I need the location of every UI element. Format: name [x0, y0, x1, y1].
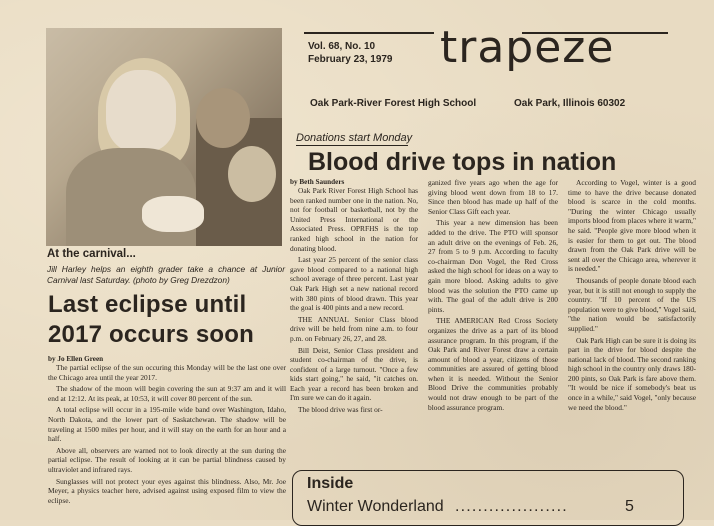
school-city: Oak Park, Illinois 60302 [514, 98, 626, 109]
blood-kicker: Donations start Monday [296, 132, 413, 144]
eclipse-paragraph: Above all, observers are warned not to look directly at the sun during the partial eclipse. The result of looking at it can be partial blindness caused by ultraviolet and infrared rays. [48, 445, 286, 474]
eclipse-paragraph: The shadow of the moon will begin covering the sun at 9:37 am and it will end at 12:12. At its peak, at 10:53, it will cover 80 percent of the sun. [48, 384, 286, 403]
masthead-rule [304, 32, 434, 34]
school-name: Oak Park-River Forest High School [310, 98, 477, 109]
photo-child-head-2 [228, 146, 276, 202]
carnival-photo [46, 28, 282, 246]
photo-face [106, 70, 176, 152]
inside-leader-dots: .................... [455, 498, 568, 515]
inside-page-number: 5 [625, 498, 634, 515]
blood-paragraph: Last year 25 percent of the senior class gave blood compared to a national high school average of three percent. Last year Oak Park High set a new national record with 380 pints of blood drawn. This year the goal is 400 pints and a new record. [290, 255, 418, 313]
blood-paragraph: ganized five years ago when the age for giving blood went down from 18 to 17. Since then blood has made up half of the Senior Class Gift each year. [428, 178, 558, 216]
inside-title: Inside [307, 475, 354, 492]
inside-item-label: Winter Wonderland [307, 498, 444, 515]
blood-column-1 [290, 178, 418, 417]
blood-paragraph: THE AMERICAN Red Cross Society organizes the drive as a part of its blood assurance program. In this program, if the Oak Park and River Forest draw a certain amount of blood a year, citizens of those communities are assured of getting blood when it is needed. Without the Senior Blood Drive the communities probably would not draw enough to be part of the blood assurance program. [428, 316, 558, 412]
blood-paragraph: Oak Park River Forest High School has been ranked number one in the nation. No, not for football or basketball, not by the United Press International or the Associated Press. OPRFHS is the top ranked high school in the nation for donating blood. [290, 186, 418, 253]
issue-date: February 23, 1979 [308, 54, 393, 65]
eclipse-byline: by Jo Ellen Green [48, 355, 104, 363]
blood-paragraph: Bill Deist, Senior Class president and student co-chairman of the drive, is confident of a large turnout. "Once a few kids start going," he said, "it catches on. Each year a record has been broken and I'm sure we can do it again. [290, 345, 418, 403]
volume-number: Vol. 68, No. 10 [308, 41, 376, 52]
blood-paragraph: Oak Park High can be sure it is doing its part in the drive for blood despite the national lack of blood. The second ranking high school in the country only draws 180-200 pints, so Oak Park is fare above them. "It would be nice if somebody's beat us once in a while," said Vogel, "only because we need the blood." [568, 335, 696, 412]
blood-column-3 [568, 178, 696, 414]
blood-headline: Blood drive tops in nation [308, 148, 617, 176]
blood-column-2 [428, 178, 558, 414]
blood-paragraph: This year a new dimension has been added to the drive. The PTO will sponsor an adult drive on the evenings of Feb. 26, 27 from 5 to 9 p.m. According to faculty co-chairman Don Vogel, the Red Cross asked the high school for ideas on a way to gain more blood. Asking adults to give blood was the solution the PTO came up with. The goal of the adult drive is 200 pints. [428, 218, 558, 314]
newspaper-logo: trapeze [440, 22, 615, 73]
blood-byline: by Beth Saunders [290, 178, 345, 186]
eclipse-headline: Last eclipse until 2017 occurs soon [48, 291, 254, 348]
eclipse-paragraph: The partial eclipse of the sun occuring this Monday will be the last one over the Chicago area until the year 2017. [48, 363, 286, 382]
blood-paragraph: Thousands of people donate blood each year, but it is still not enough to supply the country. "If 10 percent of the US population were to give blood," Vogel said, "the nation would be satisfactorily supplied." [568, 275, 696, 333]
inside-index-box [292, 470, 684, 526]
photo-caption-text: Jill Harley helps an eighth grader take a chance at Junior Carnival last Saturday. (photo by Greg Drezdzon) [47, 264, 285, 285]
blood-paragraph: According to Vogel, winter is a good time to have the drive because donated blood is scarce in the cold months. "During the winter Chicago usually imports blood from places where it warm," he said. "People give more blood when it is easier for them to get out. The blood drawn from the Oak Park drive will be sent all over the Chicago area, wherever it is needed." [568, 178, 696, 274]
photo-child-head [196, 88, 250, 148]
masthead [292, 18, 682, 118]
blood-paragraph: The blood drive was first or- [298, 405, 383, 415]
blood-paragraph: THE ANNUAL Senior Class blood drive will be held from nine a.m. to four p.m. on February 26, 27, and 28. [290, 314, 418, 343]
issue-info [308, 40, 393, 66]
photo-hands [142, 196, 204, 232]
photo-caption-title: At the carnival... [47, 248, 136, 260]
eclipse-story [48, 355, 286, 507]
eclipse-paragraph: Sunglasses will not protect your eyes against this blindness. Also, Mr. Joe Meyer, a physics teacher here, advised against using exposed film to view the eclipse. [48, 476, 286, 505]
eclipse-paragraph: A total eclipse will occur in a 195-mile wide band over Washington, Idaho, North Dakota, and the lower part of Saskatchewan. The shadow will be traveling at 1500 miles per hour, and it will stay on the earth for an hour and a half. [48, 405, 286, 444]
